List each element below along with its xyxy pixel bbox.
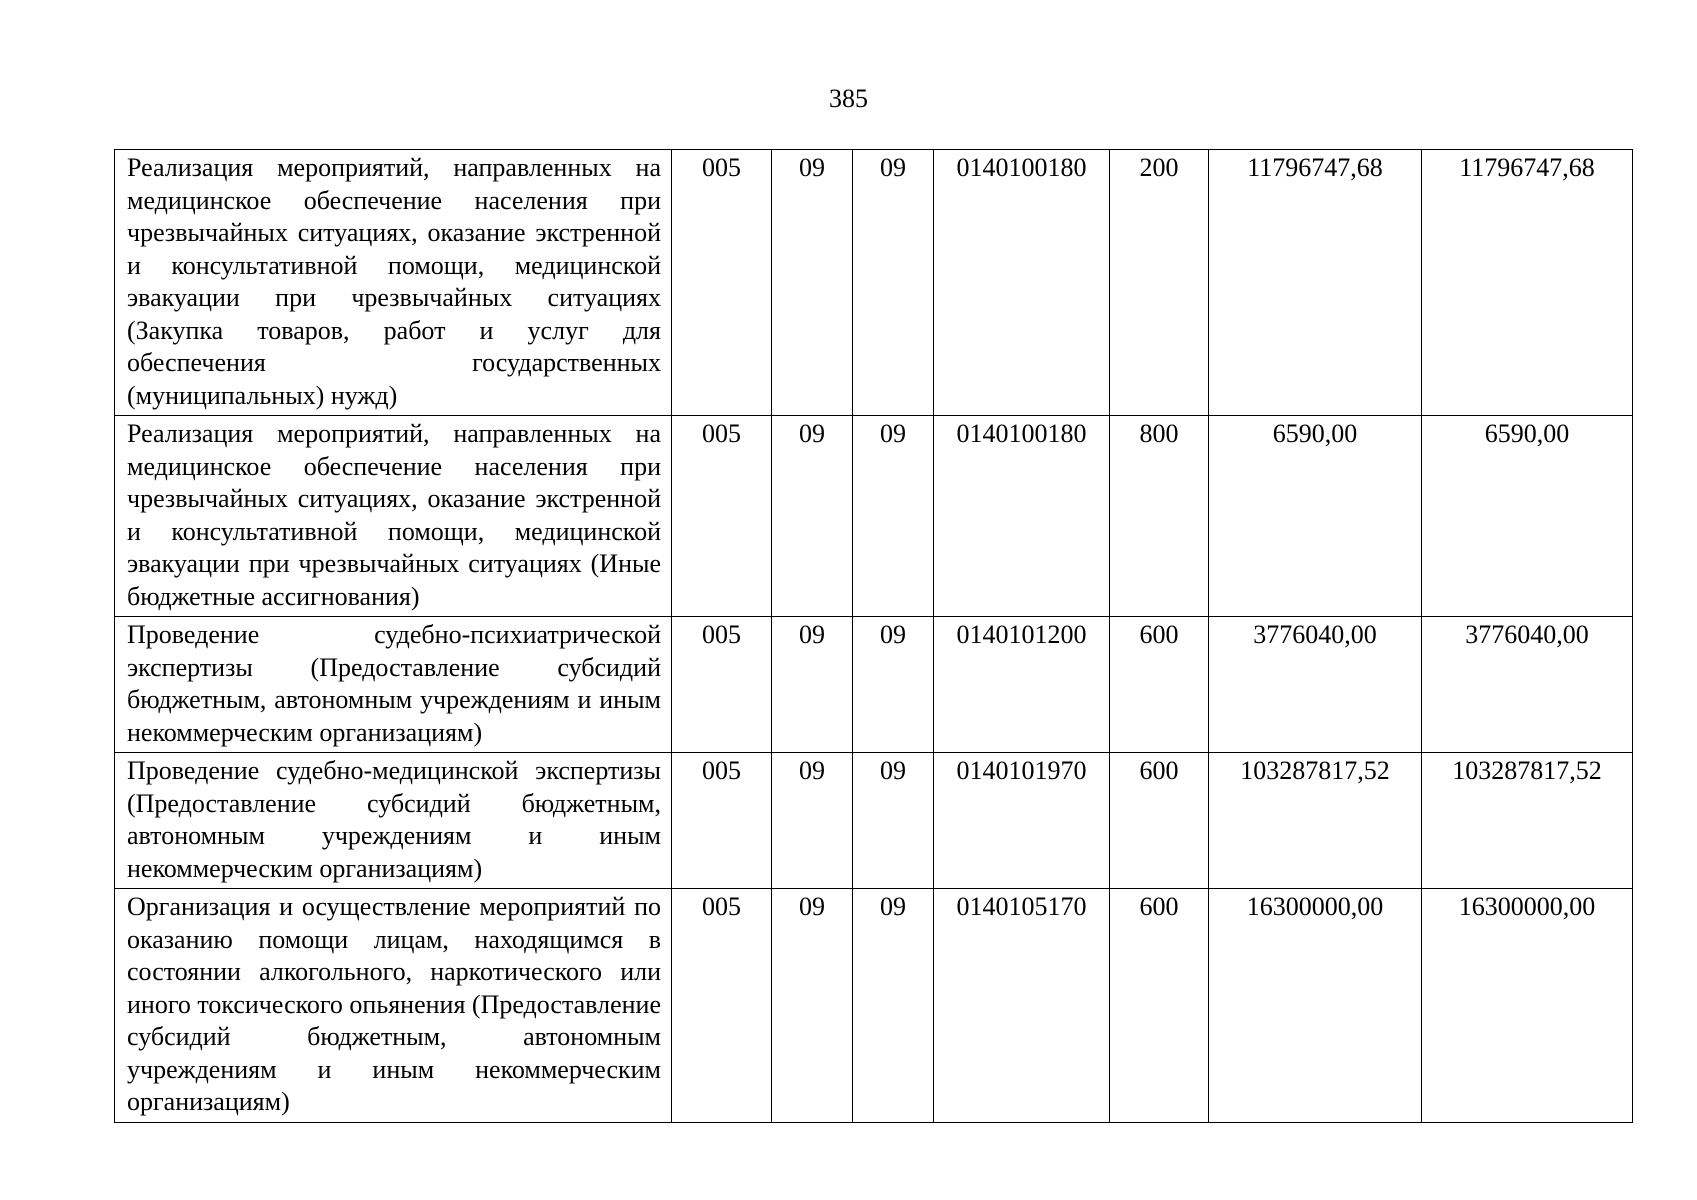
table-row bbox=[115, 889, 1633, 1123]
amount-2-cell: 103287817,52 bbox=[1422, 753, 1633, 889]
amount-1-cell: 16300000,00 bbox=[1209, 889, 1422, 1123]
target-article-cell: 0140101970 bbox=[934, 753, 1110, 889]
budget-table bbox=[114, 149, 1633, 1123]
expense-type-cell: 800 bbox=[1110, 416, 1209, 617]
amount-2-cell: 16300000,00 bbox=[1422, 889, 1633, 1123]
section-code-cell: 09 bbox=[772, 150, 853, 416]
section-code-cell: 09 bbox=[772, 753, 853, 889]
table-row bbox=[115, 416, 1633, 617]
amount-1-cell: 3776040,00 bbox=[1209, 617, 1422, 753]
subsection-code-cell: 09 bbox=[853, 889, 934, 1123]
subsection-code-cell: 09 bbox=[853, 416, 934, 617]
amount-1-cell: 6590,00 bbox=[1209, 416, 1422, 617]
section-code-cell: 09 bbox=[772, 416, 853, 617]
amount-2-cell: 11796747,68 bbox=[1422, 150, 1633, 416]
target-article-cell: 0140101200 bbox=[934, 617, 1110, 753]
table-row bbox=[115, 753, 1633, 889]
target-article-cell: 0140100180 bbox=[934, 416, 1110, 617]
page-number: 385 bbox=[829, 84, 868, 113]
subsection-code-cell: 09 bbox=[853, 150, 934, 416]
expense-type-cell: 200 bbox=[1110, 150, 1209, 416]
ministry-code-cell: 005 bbox=[672, 889, 772, 1123]
expense-type-cell: 600 bbox=[1110, 753, 1209, 889]
section-code-cell: 09 bbox=[772, 889, 853, 1123]
ministry-code-cell: 005 bbox=[672, 416, 772, 617]
subsection-code-cell: 09 bbox=[853, 617, 934, 753]
amount-1-cell: 11796747,68 bbox=[1209, 150, 1422, 416]
subsection-code-cell: 09 bbox=[853, 753, 934, 889]
ministry-code-cell: 005 bbox=[672, 617, 772, 753]
amount-1-cell: 103287817,52 bbox=[1209, 753, 1422, 889]
target-article-cell: 0140100180 bbox=[934, 150, 1110, 416]
section-code-cell: 09 bbox=[772, 617, 853, 753]
target-article-cell: 0140105170 bbox=[934, 889, 1110, 1123]
expense-type-cell: 600 bbox=[1110, 617, 1209, 753]
expense-name-cell: Проведение судебно-психиатрической экспертизы (Предоставление субсидий бюджетным, автономным учреждениям и иным некоммерческим организациям) bbox=[115, 617, 672, 753]
expense-name-cell: Реализация мероприятий, направленных на медицинское обеспечение населения при чрезвычайных ситуациях, оказание экстренной и консультативной помощи, медицинской эвакуации при чрезвычайных ситуациях (Закупка товаров, работ и услуг для обеспечения государственных (муниципальных) нужд) bbox=[115, 150, 672, 416]
expense-type-cell: 600 bbox=[1110, 889, 1209, 1123]
ministry-code-cell: 005 bbox=[672, 150, 772, 416]
expense-name-cell: Реализация мероприятий, направленных на медицинское обеспечение населения при чрезвычайных ситуациях, оказание экстренной и консультативной помощи, медицинской эвакуации при чрезвычайных ситуациях (Иные бюджетные ассигнования) bbox=[115, 416, 672, 617]
ministry-code-cell: 005 bbox=[672, 753, 772, 889]
expense-name-cell: Организация и осуществление мероприятий по оказанию помощи лицам, находящимся в состоянии алкогольного, наркотического или иного токсического опьянения (Предоставление субсидий бюджетным, автономным учреждениям и иным некоммерческим организациям) bbox=[115, 889, 672, 1123]
table-row bbox=[115, 150, 1633, 416]
expense-name-cell: Проведение судебно-медицинской экспертизы (Предоставление субсидий бюджетным, автономным учреждениям и иным некоммерческим организациям) bbox=[115, 753, 672, 889]
amount-2-cell: 6590,00 bbox=[1422, 416, 1633, 617]
amount-2-cell: 3776040,00 bbox=[1422, 617, 1633, 753]
table-row bbox=[115, 617, 1633, 753]
